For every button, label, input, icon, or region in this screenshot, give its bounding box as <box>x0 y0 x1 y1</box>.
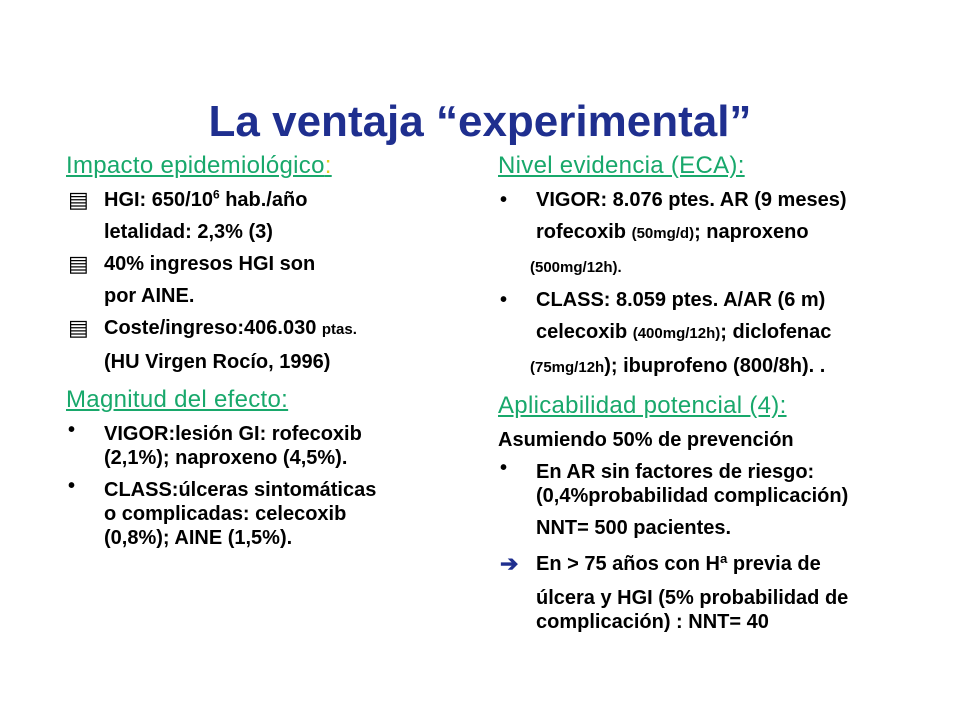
right-column <box>498 150 958 638</box>
class-dose-line: (75mg/12h); ibuprofeno (800/8h). . <box>530 355 826 377</box>
vigor-dose-line: (500mg/12h). <box>530 259 622 276</box>
book-icon: ▤ <box>68 315 89 340</box>
list-item-age: ➔ En > 75 años con Hª previa de <box>498 548 958 580</box>
list-item-class-effect: • CLASS:úlceras sintomáticas o complicadas: celecoxib (0,8%); AINE (1,5%). <box>68 475 377 549</box>
bullet-dot-icon: • <box>500 289 508 311</box>
bullet-dot-icon: • <box>500 189 508 211</box>
heading-impacto: Impacto epidemiológico: <box>66 152 332 179</box>
heading-aplicabilidad: Aplicabilidad potencial (4): <box>498 392 787 419</box>
heading-magnitud: Magnitud del efecto: <box>66 386 289 413</box>
slide-title: La ventaja “experimental” <box>208 97 752 146</box>
list-item-hgi: ▤ HGI: $650/10^6$ hab./año <box>66 184 486 216</box>
left-column <box>66 150 486 554</box>
book-icon: ▤ <box>68 251 89 276</box>
list-item-hgi-cont: letalidad: 2,3% (3) <box>104 221 273 243</box>
list-item-class-trial: • CLASS: 8.059 ptes. A/AR (6 m) <box>498 284 958 316</box>
class-drugs-line: celecoxib (400mg/12h); diclofenac <box>536 321 832 343</box>
list-item-coste: ▤ Coste/ingreso:406.030 ptas. <box>66 312 486 346</box>
list-item-age-cont: úlcera y HGI (5% probabilidad de complicación) : NNT= 40 <box>536 587 849 633</box>
list-item-risk: • En AR sin factores de riesgo: (0,4%probabilidad complicación) <box>500 457 849 507</box>
list-item-ingresos: ▤ 40% ingresos HGI son <box>66 248 486 280</box>
list-item-coste-cont: (HU Virgen Rocío, 1996) <box>104 351 331 373</box>
list-item-ingresos-cont: por AINE. <box>104 285 195 307</box>
assume-line: Asumiendo 50% de prevención <box>498 429 794 451</box>
nnt-500-line: NNT= 500 pacientes. <box>536 517 732 539</box>
bullet-dot-icon: • <box>68 475 76 497</box>
bullet-dot-icon: • <box>500 457 508 479</box>
vigor-drugs-line: rofecoxib (50mg/d); naproxeno <box>536 221 809 243</box>
heading-nivel-evidencia: Nivel evidencia (ECA): <box>498 152 745 179</box>
list-item-vigor-trial: • VIGOR: 8.076 ptes. AR (9 meses) <box>498 184 958 216</box>
book-icon: ▤ <box>68 187 89 212</box>
arrow-right-icon: ➔ <box>500 551 519 576</box>
bullet-dot-icon: • <box>68 419 76 441</box>
list-item-vigor-effect: • VIGOR:lesión GI: rofecoxib (2,1%); naproxeno (4,5%). <box>68 419 362 469</box>
